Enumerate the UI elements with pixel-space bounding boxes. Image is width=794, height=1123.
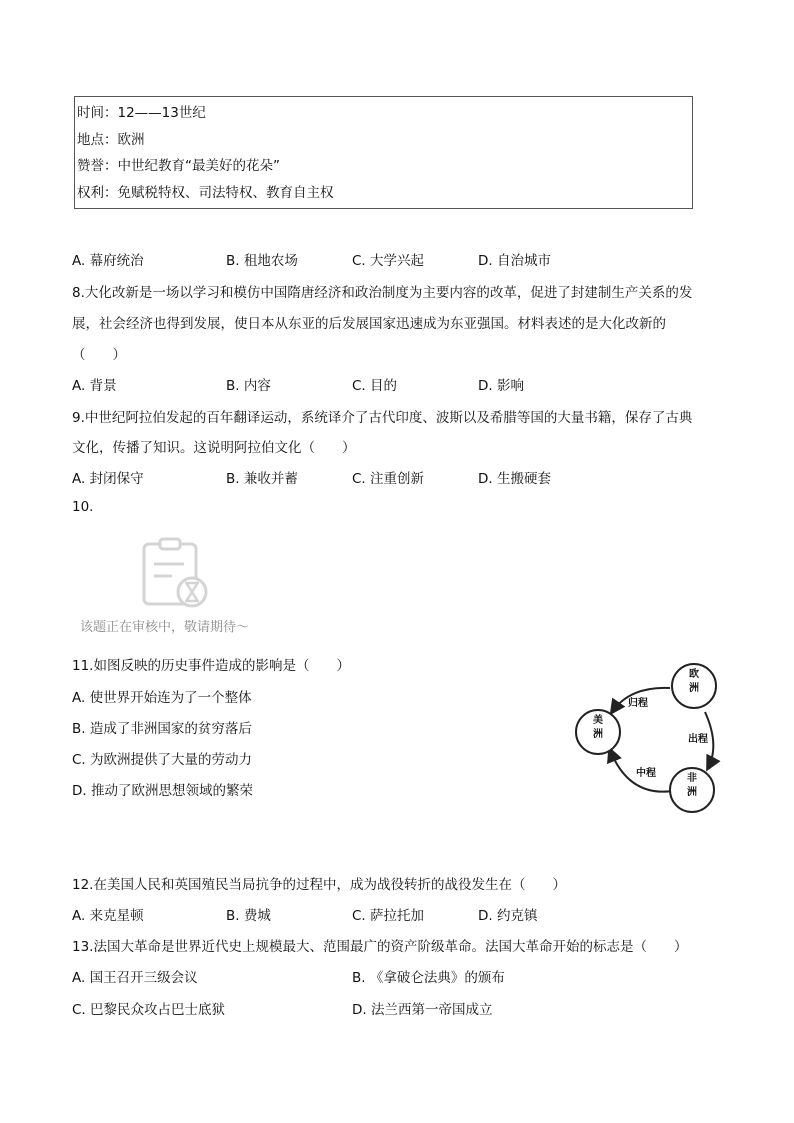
q7-option-d[interactable]: D. 自治城市: [478, 253, 551, 269]
q13-option-b[interactable]: B. 《拿破仑法典》的颁布: [352, 970, 505, 986]
q7-option-c[interactable]: C. 大学兴起: [352, 253, 425, 269]
material-praise: 赞誉：中世纪教育“最美好的花朵”: [77, 158, 280, 174]
material-rights: 权利：免赋税特权、司法特权、教育自主权: [77, 185, 334, 201]
material-box: [74, 96, 693, 209]
q11-option-d[interactable]: D. 推动了欧洲思想领域的繁荣: [72, 783, 253, 799]
q12-option-c[interactable]: C. 萨拉托加: [352, 908, 425, 924]
q9-option-a[interactable]: A. 封闭保守: [72, 471, 144, 487]
q11-stem: 11.如图反映的历史事件造成的影响是（ ）: [72, 658, 350, 674]
q11-option-c[interactable]: C. 为欧洲提供了大量的劳动力: [72, 752, 253, 768]
q12-option-b[interactable]: B. 费城: [226, 908, 271, 924]
q13-stem: 13.法国大革命是世界近代史上规模最大、范围最广的资产阶级革命。法国大革命开始的标志是（ ）: [72, 939, 688, 955]
clipboard-hourglass-icon: [72, 536, 272, 616]
q8-option-b[interactable]: B. 内容: [226, 378, 271, 394]
africa-label: 非洲: [687, 773, 697, 798]
q13-option-d[interactable]: D. 法兰西第一帝国成立: [352, 1002, 493, 1018]
q8-option-c[interactable]: C. 目的: [352, 378, 398, 394]
return-leg-label: 归程: [628, 698, 648, 709]
q7-option-b[interactable]: B. 租地农场: [226, 253, 298, 269]
q13-option-a[interactable]: A. 国王召开三级会议: [72, 970, 198, 986]
q9-option-d[interactable]: D. 生搬硬套: [478, 471, 551, 487]
q8-stem-line1: 8.大化改新是一场以学习和模仿中国隋唐经济和政治制度为主要内容的改革，促进了封建制生产关系的发: [72, 285, 693, 301]
q13-option-c[interactable]: C. 巴黎民众攻占巴士底狱: [72, 1002, 226, 1018]
q11-option-a[interactable]: A. 使世界开始连为了一个整体: [72, 690, 252, 706]
q8-stem-line3: （ ）: [72, 347, 126, 363]
q12-option-a[interactable]: A. 来克星顿: [72, 908, 144, 924]
outbound-leg-label: 出程: [688, 734, 708, 745]
q11-option-b[interactable]: B. 造成了非洲国家的贫穷落后: [72, 721, 252, 737]
q8-option-d[interactable]: D. 影响: [478, 378, 524, 394]
q9-option-b[interactable]: B. 兼收并蓄: [226, 471, 298, 487]
middle-leg-label: 中程: [636, 768, 656, 779]
material-place: 地点：欧洲: [77, 132, 145, 148]
material-time: 时间：12——13世纪: [77, 105, 206, 121]
q8-stem-line2: 展，社会经济也得到发展，使日本从东亚的后发展国家迅速成为东亚强国。材料表述的是大化改新的: [72, 316, 666, 332]
q12-option-d[interactable]: D. 约克镇: [478, 908, 538, 924]
q9-option-c[interactable]: C. 注重创新: [352, 471, 425, 487]
q10-number: 10.: [72, 499, 94, 515]
q7-option-a[interactable]: A. 幕府统治: [72, 253, 144, 269]
q9-stem-line2: 文化，传播了知识。这说明阿拉伯文化（ ）: [72, 440, 356, 456]
q8-option-a[interactable]: A. 背景: [72, 378, 117, 394]
under-review-text: 该题正在审核中，敬请期待～: [80, 620, 250, 635]
americas-label: 美洲: [593, 715, 603, 740]
europe-label: 欧洲: [689, 669, 699, 694]
triangular-trade-diagram: [570, 650, 730, 818]
q12-stem: 12.在美国人民和英国殖民当局抗争的过程中，成为战役转折的战役发生在（ ）: [72, 877, 566, 893]
q9-stem-line1: 9.中世纪阿拉伯发起的百年翻译运动，系统译介了古代印度、波斯以及希腊等国的大量书籍，保存了古典: [72, 410, 693, 426]
